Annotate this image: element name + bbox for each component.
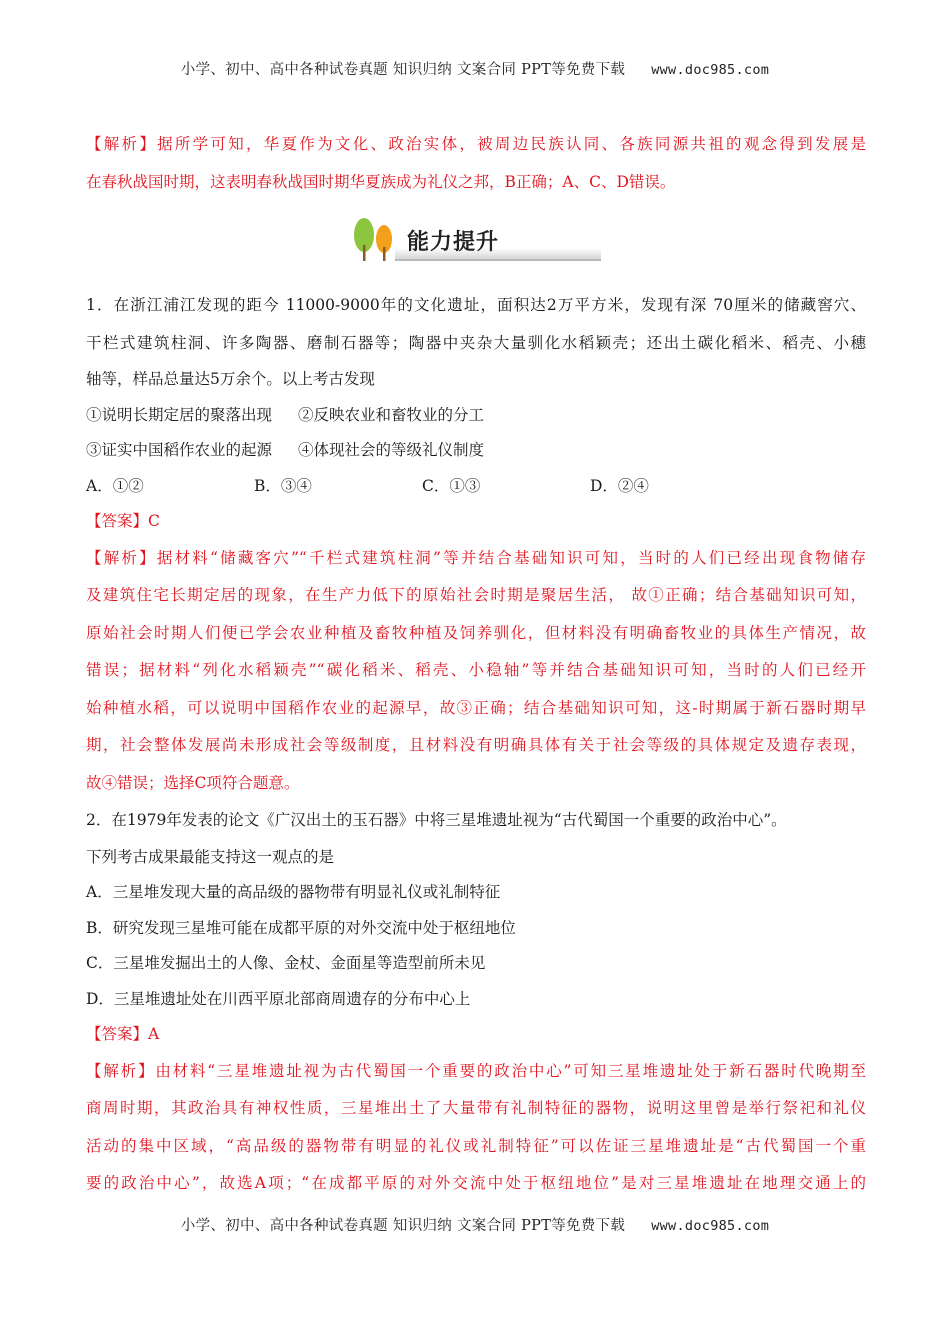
option-b[interactable]: B．研究发现三星堆可能在成都平原的对外交流中处于枢纽地位 bbox=[86, 918, 516, 937]
claim-1: ①说明长期定居的聚落出现 bbox=[86, 405, 273, 424]
q1-analysis-line: 故④错误；选择C项符合题意。 bbox=[86, 773, 300, 792]
page-footer bbox=[0, 1214, 950, 1235]
header-text: 小学、初中、高中各种试卷真题 知识归纳 文案合同 PPT等免费下载 bbox=[180, 62, 626, 78]
q1-analysis-line: 期，社会整体发展尚未形成社会等级制度，且材料没有明确具体有关于社会等级的具体规定及遗存表现， bbox=[86, 736, 866, 754]
q1-analysis-line: 及建筑住宅长期定居的现象，在生产力低下的原始社会时期是聚居生活， 故①正确；结合基础知识可知， bbox=[86, 586, 866, 604]
q1-answer: 【答案】C bbox=[86, 512, 160, 530]
q2-analysis-line: 商周时期，其政治具有神权性质，三星堆出土了大量带有礼制特征的器物，说明这里曾是举行祭祀和礼仪 bbox=[86, 1099, 866, 1117]
q2-analysis-line: 【解析】由材料“三星堆遗址视为古代蜀国一个重要的政治中心”可知三星堆遗址处于新石器时代晚期至 bbox=[86, 1061, 866, 1080]
option-d[interactable]: D．②④ bbox=[590, 476, 649, 495]
q1-analysis-line: 错误；据材料“列化水稻颖壳”“碳化稻米、稻壳、小稳轴”等并结合基础知识可知，当时的人们已经开 bbox=[86, 661, 866, 679]
option-a[interactable]: A．①② bbox=[86, 476, 144, 495]
q2-stem-line: 2．在1979年发表的论文《广汉出土的玉石器》中将三星堆遗址视为“古代蜀国一个重要的政治中心”。 bbox=[86, 811, 787, 829]
header-site[interactable]: www.doc985.com bbox=[651, 62, 770, 78]
claim-4: ④体现社会的等级礼仪制度 bbox=[298, 441, 485, 459]
q1-analysis-line: 【解析】据材料“储藏客穴”“千栏式建筑柱洞”等并结合基础知识可知，当时的人们已经出现食物储存 bbox=[86, 548, 866, 567]
page-content bbox=[86, 126, 866, 1203]
option-a[interactable]: A．三星堆发现大量的高品级的器物带有明显礼仪或礼制特征 bbox=[86, 883, 501, 901]
q2-analysis-line: 要的政治中心”，故选A项；“在成都平原的对外交流中处于枢纽地位”是对三星堆遗址在地理交通上的 bbox=[86, 1174, 866, 1192]
intro-analysis-line: 【解析】据所学可知，华夏作为文化、政治实体，被周边民族认同、各族同源共祖的观念得到发展是 bbox=[86, 135, 866, 153]
option-c[interactable]: C．三星堆发掘出土的人像、金杖、金面星等造型前所未见 bbox=[86, 954, 486, 972]
question-1 bbox=[86, 287, 866, 802]
q1-claims-row bbox=[86, 398, 866, 434]
option-d[interactable]: D．三星堆遗址处在川西平原北部商周遗存的分布中心上 bbox=[86, 989, 471, 1008]
footer-site[interactable]: www.doc985.com bbox=[651, 1218, 770, 1234]
page-header bbox=[0, 58, 950, 79]
claim-2: ②反映农业和畜牧业的分工 bbox=[298, 405, 485, 424]
q1-analysis-line: 原始社会时期人们便已学会农业种植及畜牧种植及饲养驯化，但材料没有明确畜牧业的具体生产情况，故 bbox=[86, 623, 866, 642]
q2-stem-line: 下列考古成果最能支持这一观点的是 bbox=[86, 847, 335, 866]
tree-icon bbox=[351, 215, 399, 265]
question-2 bbox=[86, 802, 866, 1203]
intro-tag: 【解析】 bbox=[86, 135, 158, 153]
section-badge bbox=[86, 201, 866, 287]
q1-options bbox=[86, 469, 866, 505]
q2-answer: 【答案】A bbox=[86, 1025, 160, 1043]
claim-3: ③证实中国稻作农业的起源 bbox=[86, 441, 273, 459]
q1-stem-line: 干栏式建筑柱洞、许多陶器、磨制石器等；陶器中夹杂大量驯化水稻颖壳；还出土碳化稻米、稻壳、小穗 bbox=[86, 333, 866, 352]
q1-stem-line: 1．在浙江浦江发现的距今 11000-9000年的文化遗址，面积达2万平方米，发现有深 70厘米的储藏窖穴、 bbox=[86, 296, 866, 314]
footer-text: 小学、初中、高中各种试卷真题 知识归纳 文案合同 PPT等免费下载 bbox=[180, 1218, 626, 1234]
section-title: 能力提升 bbox=[407, 230, 500, 255]
q2-analysis-line: 活动的集中区域，“高品级的器物带有明显的礼仪或礼制特征”可以佐证三星堆遗址是“古代蜀国一个重 bbox=[86, 1136, 866, 1155]
option-b[interactable]: B．③④ bbox=[254, 476, 312, 495]
q1-claims-row bbox=[86, 433, 866, 469]
intro-analysis-line: 在春秋战国时期，这表明春秋战国时期华夏族成为礼仪之邦，B正确；A、C、D错误。 bbox=[86, 172, 676, 191]
option-c[interactable]: C．①③ bbox=[422, 476, 481, 495]
q1-stem-line: 轴等，样品总量达5万余个。以上考古发现 bbox=[86, 370, 375, 388]
q1-analysis-line: 始种植水稻，可以说明中国稻作农业的起源早，故③正确；结合基础知识可知，这-时期属于新石器时期早 bbox=[86, 698, 866, 717]
